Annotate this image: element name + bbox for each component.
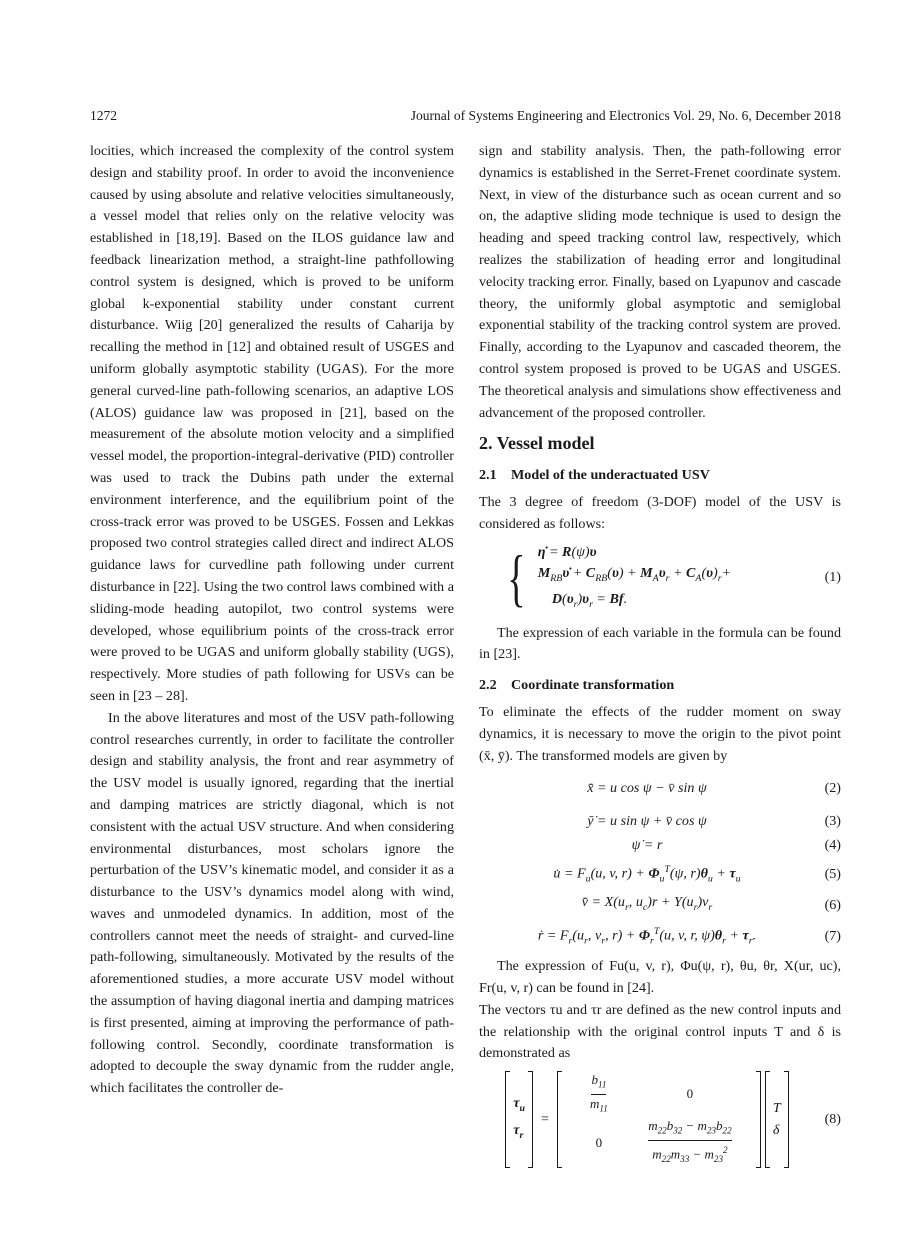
subsection-heading — [479, 674, 841, 696]
equation-number: (4) — [824, 837, 841, 854]
right-column — [479, 141, 841, 1168]
equation-5 — [479, 859, 841, 890]
paragraph: The vectors τu and τr are defined as the new control inputs and the relationship with the original control inputs T and δ is demonstrated as — [479, 1001, 841, 1062]
equation-number: (6) — [824, 896, 841, 913]
equation-1-lines: η̇ = R(ψ)υ $M_{RB}\upsiloṅ + C_{RB}(\upsilon) + M_A\upsilon_r + C_A(\upsilon)_r+$ $D(\upsilon_r)\upsilon_r = Bf$. — [537, 543, 732, 610]
equation-body: v̄̇ = $X(u_r$, $u_c)r + Y(u_r)v_r$ — [581, 894, 713, 914]
subsection-heading — [479, 464, 841, 486]
subsection-number: 2.1 — [479, 467, 497, 484]
subsection-title: Model of the underactuated USV — [511, 467, 710, 484]
equation-number: (7) — [824, 927, 841, 944]
equation-8: $\tau_u$ $\tau_r$ = $\frac{b_{11}}{m_{11}}$ 0 0 $\frac{m_{22}b_{32} - m_{23}b_{22}}{m_{22}m_{33} - m_{23}^2}$ T δ (8) — [479, 1071, 841, 1168]
paragraph: The expression of Fu(u, v, r), Φu(ψ, r), θu, θr, X(ur, uc), Fr(u, v, r) can be found in [24]. — [479, 958, 841, 996]
equation-3 — [479, 811, 841, 833]
tau-vector: $\tau_u$ $\tau_r$ — [513, 1094, 525, 1142]
paragraph: sign and stability analysis. Then, the path-following error dynamics is established in the Serret-Frenet coordinate system. Next, in view of the disturbance such as ocean current and so on, the adaptive sliding mode technique is used to design the heading and speed tracking control law, respectively, which realizes the stabilization of heading error and longitudinal velocity tracking error. Finally, based on Lyapunov and cascade theory, the uniformly global asymptotic and semiglobal exponential stability of the tracking control system are proved. Finally, according to the Lyapunov and cascaded theorem, the control system proposed is proved to be UGAS and USGES. The theoretical analysis and simulations show effectiveness and advancement of the proposed controller. — [479, 143, 841, 421]
equation-number: (3) — [824, 813, 841, 830]
equation-number: (1) — [824, 569, 841, 586]
right-bracket — [756, 1071, 761, 1168]
paragraph: The 3 degree of freedom (3-DOF) model of the USV is considered as follows: — [479, 494, 841, 533]
equation-6 — [479, 892, 841, 919]
equation-1 — [479, 542, 841, 615]
input-vector: T δ — [772, 1100, 781, 1139]
equation-number: (2) — [824, 779, 841, 796]
paragraph: To eliminate the effects of the rudder moment on sway dynamics, it is necessary to move the origin to the pivot point (x̄, ȳ). The transformed models are given by — [479, 704, 841, 764]
section-heading: 2. Vessel model — [479, 433, 595, 454]
running-header: Journal of Systems Engineering and Electronics Vol. 29, No. 6, December 2018 — [410, 108, 841, 123]
equation-4 — [479, 835, 841, 857]
paragraph: locities, which increased the complexity of the control system design and stability proof. In order to avoid the inconvenience caused by using absolute and relative velocities simultaneously, a vessel model that relies only on the relative velocity was established in [18,19]. Based on the ILOS guidance law and feedback linearization method, a straight-line pathfollowing control system is designed, which is proved to be uniform global k-exponential stability under constant current disturbance. Wiig [20] generalized the results of Caharija by recalling the method in [12] and obtained result of USGES and uniform globally asymptotic stability (UGAS). For the more general curved-line path-following scenarios, an adaptive LOS (ALOS) guidance law was proposed in [21], based on the measurement of the absolute motion velocity and a simplified vessel model, the proportion-integral-derivative (PID) controller was used to track the Dubins path under the external environment interference, and the equilibrium point of the cross-track error was proved to be USGES. Fossen and Lekkas proposed two control strategies called direct and indirect ALOS guidance laws for curvedline path following under current disturbance in [22]. Using the two control laws combined with a sliding-mode heading autopilot, two control systems were developed, whose equilibrium points of the cross-track error were proved to be UGAS and uniform globally stability (UGS), respectively. More studies of path following for USVs can be seen in [23 – 28]. — [90, 143, 454, 704]
left-column — [90, 141, 454, 1100]
right-bracket — [784, 1071, 789, 1168]
equation-body: ψ̇ = r — [631, 837, 663, 854]
right-bracket — [528, 1071, 533, 1168]
subsection-title: Coordinate transformation — [511, 677, 675, 694]
paragraph: In the above literatures and most of the USV path-following control researches currently, in order to facilitate the controller design and stability analysis, the front and rear asymmetry of the USV model is usually ignored, regarding that the inertial and damping matrices are strictly diagonal, which is not consistent with the actual USV structure. And when considering environmental disturbances, most scholars ignore the perturbation of the USV’s kinematic model, and consider it as a disturbance to the USV’s dynamics model along with wind, waves and unmodeled dynamics. In addition, most of the controllers cannot meet the needs of straight- and curved-line path-following, simultaneously. Motivated by the results of the aforementioned studies, a more accurate USV model without the assumption of having diagonal inertia and damping matrices is first presented, aiming at improving the performance of path-following control. Secondly, coordinate transformation is adopted to decouple the sway dynamic from the rudder angle, which facilitates the controller de- — [90, 709, 454, 1097]
page-number: 1272 — [90, 108, 117, 123]
brace-glyph: { — [507, 542, 526, 614]
equation-body: ṙ = $F_r(u_r$, $v_r$, $r) + \Phi_r^T(u$, v, r, $\psi)\theta_r + \tau_r$. — [537, 925, 757, 947]
equation-number: (8) — [824, 1110, 841, 1127]
equation-7 — [479, 921, 841, 952]
equation-body: x̄̇ = u cos ψ − v̄ sin ψ — [587, 779, 707, 796]
subsection-number: 2.2 — [479, 677, 497, 694]
equation-body: ȳ̇ = u sin ψ + v̄ cos ψ — [587, 813, 707, 830]
transform-matrix: $\frac{b_{11}}{m_{11}}$ 0 0 $\frac{m_{22}b_{32} - m_{23}b_{22}}{m_{22}m_{33} - m_{23}^2}$ — [590, 1072, 732, 1164]
paragraph: The expression of each variable in the formula can be found in [23]. — [479, 624, 841, 663]
equation-body: u̇ = $F_u(u$, v, $r) + \Phi_u^T(\psi$, $r)\theta_u + \tau_u$ — [553, 863, 741, 885]
equation-2 — [479, 778, 841, 800]
equation-number: (5) — [824, 865, 841, 882]
